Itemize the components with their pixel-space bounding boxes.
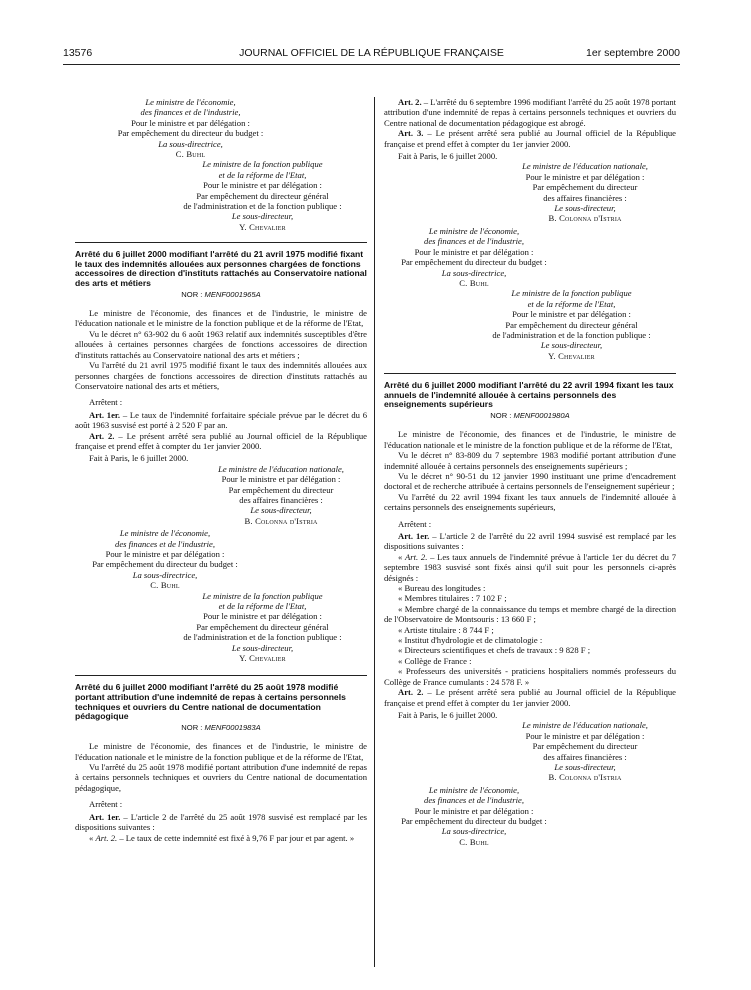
arretent-label: Arrêtent : bbox=[89, 397, 123, 408]
nor-reference: NOR : MENF0001980A bbox=[490, 410, 570, 420]
signing-place-date: Fait à Paris, le 6 juillet 2000. bbox=[398, 709, 498, 720]
decree-title: Arrêté du 6 juillet 2000 modifiant l'arrêté du 22 avril 1994 fixant les taux annuels de l'indemnité allouée à certains personnels des enseignements supérieurs bbox=[384, 380, 674, 410]
preamble-paragraph: Vu le décret n° 90-51 du 12 janvier 1990 instituant une prime d'encadrement doctoral et de recherche attribuée à certains personnels de l'enseignement supérieur ; bbox=[384, 470, 676, 492]
decree-title: Arrêté du 6 juillet 2000 modifiant l'arrêté du 25 août 1978 modifié portant attribution d'une indemnité de repas à certains personnels techniques et ouvriers du Centre national de documentation pédagogique bbox=[75, 682, 346, 722]
signature-block-economy: Le ministre de l'économie, des finances et de l'industrie, Pour le ministre et par délégation : Par empêchement du directeur du budget : La sous-directrice, C. Buhl bbox=[401, 225, 547, 288]
decree-title: Arrêté du 6 juillet 2000 modifiant l'arrêté du 21 avril 1975 modifié fixant le taux des indemnités allouées aux personnes chargées de fonctions accessoires de direction d'instituts rattachés au Conservatoire national des arts et métiers bbox=[75, 249, 367, 289]
rate-item: « Membres titulaires : 7 102 F ; bbox=[398, 593, 507, 604]
rate-item: « Artiste titulaire : 8 744 F ; bbox=[398, 624, 494, 635]
article: Art. 2. – Le présent arrêté sera publié au Journal officiel de la République française et prend effet à compter du 1er janvier 2000. bbox=[384, 687, 676, 708]
rate-item: « Bureau des longitudes : bbox=[398, 583, 486, 594]
right-column bbox=[384, 97, 676, 847]
rate-item: « Professeurs des universités - praticiens hospitaliers nommés professeurs du Collège de France cumulants : 24 578 F. » bbox=[384, 666, 676, 687]
quoted-article: « Art. 2. – Le taux de cette indemnité est fixé à 9,76 F par jour et par agent. » bbox=[89, 832, 355, 843]
preamble-paragraph: Vu l'arrêté du 25 août 1978 modifié portant attribution d'une indemnité de repas à certains personnels techniques et ouvriers du Centre national de documentation pédagogique, bbox=[75, 762, 367, 793]
issue-date: 1er septembre 2000 bbox=[586, 47, 680, 59]
column-divider bbox=[374, 97, 375, 967]
rate-item: « Membre chargé de la connaissance du temps et membre chargé de la direction de l'Observatoire de Montsouris : 13 660 F ; bbox=[384, 603, 676, 625]
quoted-article: « Art. 2. – Les taux annuels de l'indemnité prévue à l'article 1er du décret du 7 septembre 1983 susvisé sont fixés ainsi qu'il suit pour les personnels ci-après désignés : bbox=[384, 551, 676, 583]
signature-block-education: Le ministre de l'éducation nationale, Pour le ministre et par délégation : Par empêchement du directeur des affaires financières : Le sous-directeur, B. Colonna d'Istria bbox=[522, 720, 648, 783]
signing-place-date: Fait à Paris, le 6 juillet 2000. bbox=[89, 453, 189, 464]
signature-block-education: Le ministre de l'éducation nationale, Pour le ministre et par délégation : Par empêchement du directeur des affaires financières : Le sous-directeur, B. Colonna d'Istria bbox=[218, 463, 344, 526]
arretent-label: Arrêtent : bbox=[89, 799, 123, 810]
article: Art. 1er. – L'article 2 de l'arrêté du 22 avril 1994 susvisé est remplacé par les dispositions suivantes : bbox=[384, 531, 676, 552]
preamble-paragraph: Vu l'arrêté du 21 avril 1975 modifié fixant le taux des indemnités allouées aux personnes chargées de fonctions accessoires de direction d'instituts rattachés au Conservatoire national des arts et métiers, bbox=[75, 360, 367, 391]
left-column bbox=[75, 97, 367, 843]
preamble-paragraph: Vu le décret n° 83-809 du 7 septembre 1983 modifié portant attribution d'une indemnité allouée à certains personnels des enseignements supérieurs ; bbox=[384, 450, 676, 471]
section-rule bbox=[384, 373, 676, 374]
article: Art. 2. – Le présent arrêté sera publié au Journal officiel de la République française et prend effet à compter du 1er janvier 2000. bbox=[75, 430, 367, 451]
header-rule bbox=[63, 64, 680, 65]
signature-block-public-service: Le ministre de la fonction publique et de la réforme de l'Etat, Pour le ministre et par délégation : Par empêchement du directeur général de l'administration et de la fonction publique : Le sous-directeur, Y. Chevalier bbox=[183, 590, 342, 664]
signing-place-date: Fait à Paris, le 6 juillet 2000. bbox=[398, 151, 498, 162]
article: Art. 2. – L'arrêté du 6 septembre 1996 modifiant l'arrêté du 25 août 1978 portant attribution d'une indemnité de repas à certains personnels techniques et ouvriers du Centre national de documentation pédagogique est abrogé. bbox=[384, 97, 677, 128]
preamble-paragraph: Le ministre de l'économie, des finances et de l'industrie, le ministre de l'éducation nationale et le ministre de la fonction publique et de la réforme de l'Etat, bbox=[384, 429, 676, 450]
page-number: 13576 bbox=[63, 47, 93, 59]
signature-block-economy: Le ministre de l'économie, des finances et de l'industrie, Pour le ministre et par délégation : Par empêchement du directeur du budget : La sous-directrice, C. Buhl bbox=[92, 528, 238, 591]
signature-block-public-service: Le ministre de la fonction publique et de la réforme de l'Etat, Pour le ministre et par délégation : Par empêchement du directeur général de l'administration et de la fonction publique : Le sous-directeur, Y. Chevalier bbox=[183, 159, 342, 232]
arretent-label: Arrêtent : bbox=[398, 518, 432, 529]
article: Art. 3. – Le présent arrêté sera publié au Journal officiel de la République française et prend effet à compter du 1er janvier 2000. bbox=[384, 128, 676, 149]
preamble-paragraph: Le ministre de l'économie, des finances et de l'industrie, le ministre de l'éducation nationale et le ministre de la fonction publique et de la réforme de l'Etat, bbox=[75, 308, 367, 329]
nor-reference: NOR : MENF0001965A bbox=[181, 289, 261, 299]
section-rule bbox=[75, 242, 367, 243]
article: Art. 1er. – Le taux de l'indemnité forfaitaire spéciale prévue par le décret du 6 août 1963 susvisé est porté à 2 520 F par an. bbox=[75, 409, 367, 431]
signature-block-public-service: Le ministre de la fonction publique et de la réforme de l'Etat, Pour le ministre et par délégation : Par empêchement du directeur général de l'administration et de la fonction publique : Le sous-directeur, Y. Chevalier bbox=[492, 288, 651, 361]
section-rule bbox=[75, 675, 367, 676]
rate-item: « Collège de France : bbox=[398, 655, 472, 666]
nor-reference: NOR : MENF0001983A bbox=[181, 722, 261, 732]
journal-title: JOURNAL OFFICIEL DE LA RÉPUBLIQUE FRANÇAISE bbox=[239, 47, 504, 59]
rate-item: « Institut d'hydrologie et de climatologie : bbox=[398, 635, 543, 646]
rate-item: « Directeurs scientifiques et chefs de travaux : 9 828 F ; bbox=[398, 645, 591, 656]
preamble-paragraph: Vu le décret n° 63-902 du 6 août 1963 relatif aux indemnités susceptibles d'être allouées à certaines personnes chargées de fonctions accessoires de direction d'instituts rattachés au Conservatoire national des arts et métiers ; bbox=[75, 328, 367, 360]
page-header bbox=[63, 47, 680, 61]
article: Art. 1er. – L'article 2 de l'arrêté du 25 août 1978 susvisé est remplacé par les dispositions suivantes : bbox=[75, 811, 368, 833]
preamble-paragraph: Vu l'arrêté du 22 avril 1994 fixant les taux annuels de l'indemnité allouée à certains personnels des enseignements supérieurs, bbox=[384, 491, 676, 513]
signature-block-economy: Le ministre de l'économie, des finances et de l'industrie, Pour le ministre et par délégation : Par empêchement du directeur du budget : La sous-directrice, C. Buhl bbox=[117, 97, 264, 160]
preamble-paragraph: Le ministre de l'économie, des finances et de l'industrie, le ministre de l'éducation nationale et le ministre de la fonction publique et de la réforme de l'Etat, bbox=[75, 741, 367, 762]
signature-block-economy: Le ministre de l'économie, des finances et de l'industrie, Pour le ministre et par délégation : Par empêchement du directeur du budget : La sous-directrice, C. Buhl bbox=[401, 784, 547, 847]
signature-block-education: Le ministre de l'éducation nationale, Pour le ministre et par délégation : Par empêchement du directeur des affaires financières : Le sous-directeur, B. Colonna d'Istria bbox=[522, 161, 648, 224]
